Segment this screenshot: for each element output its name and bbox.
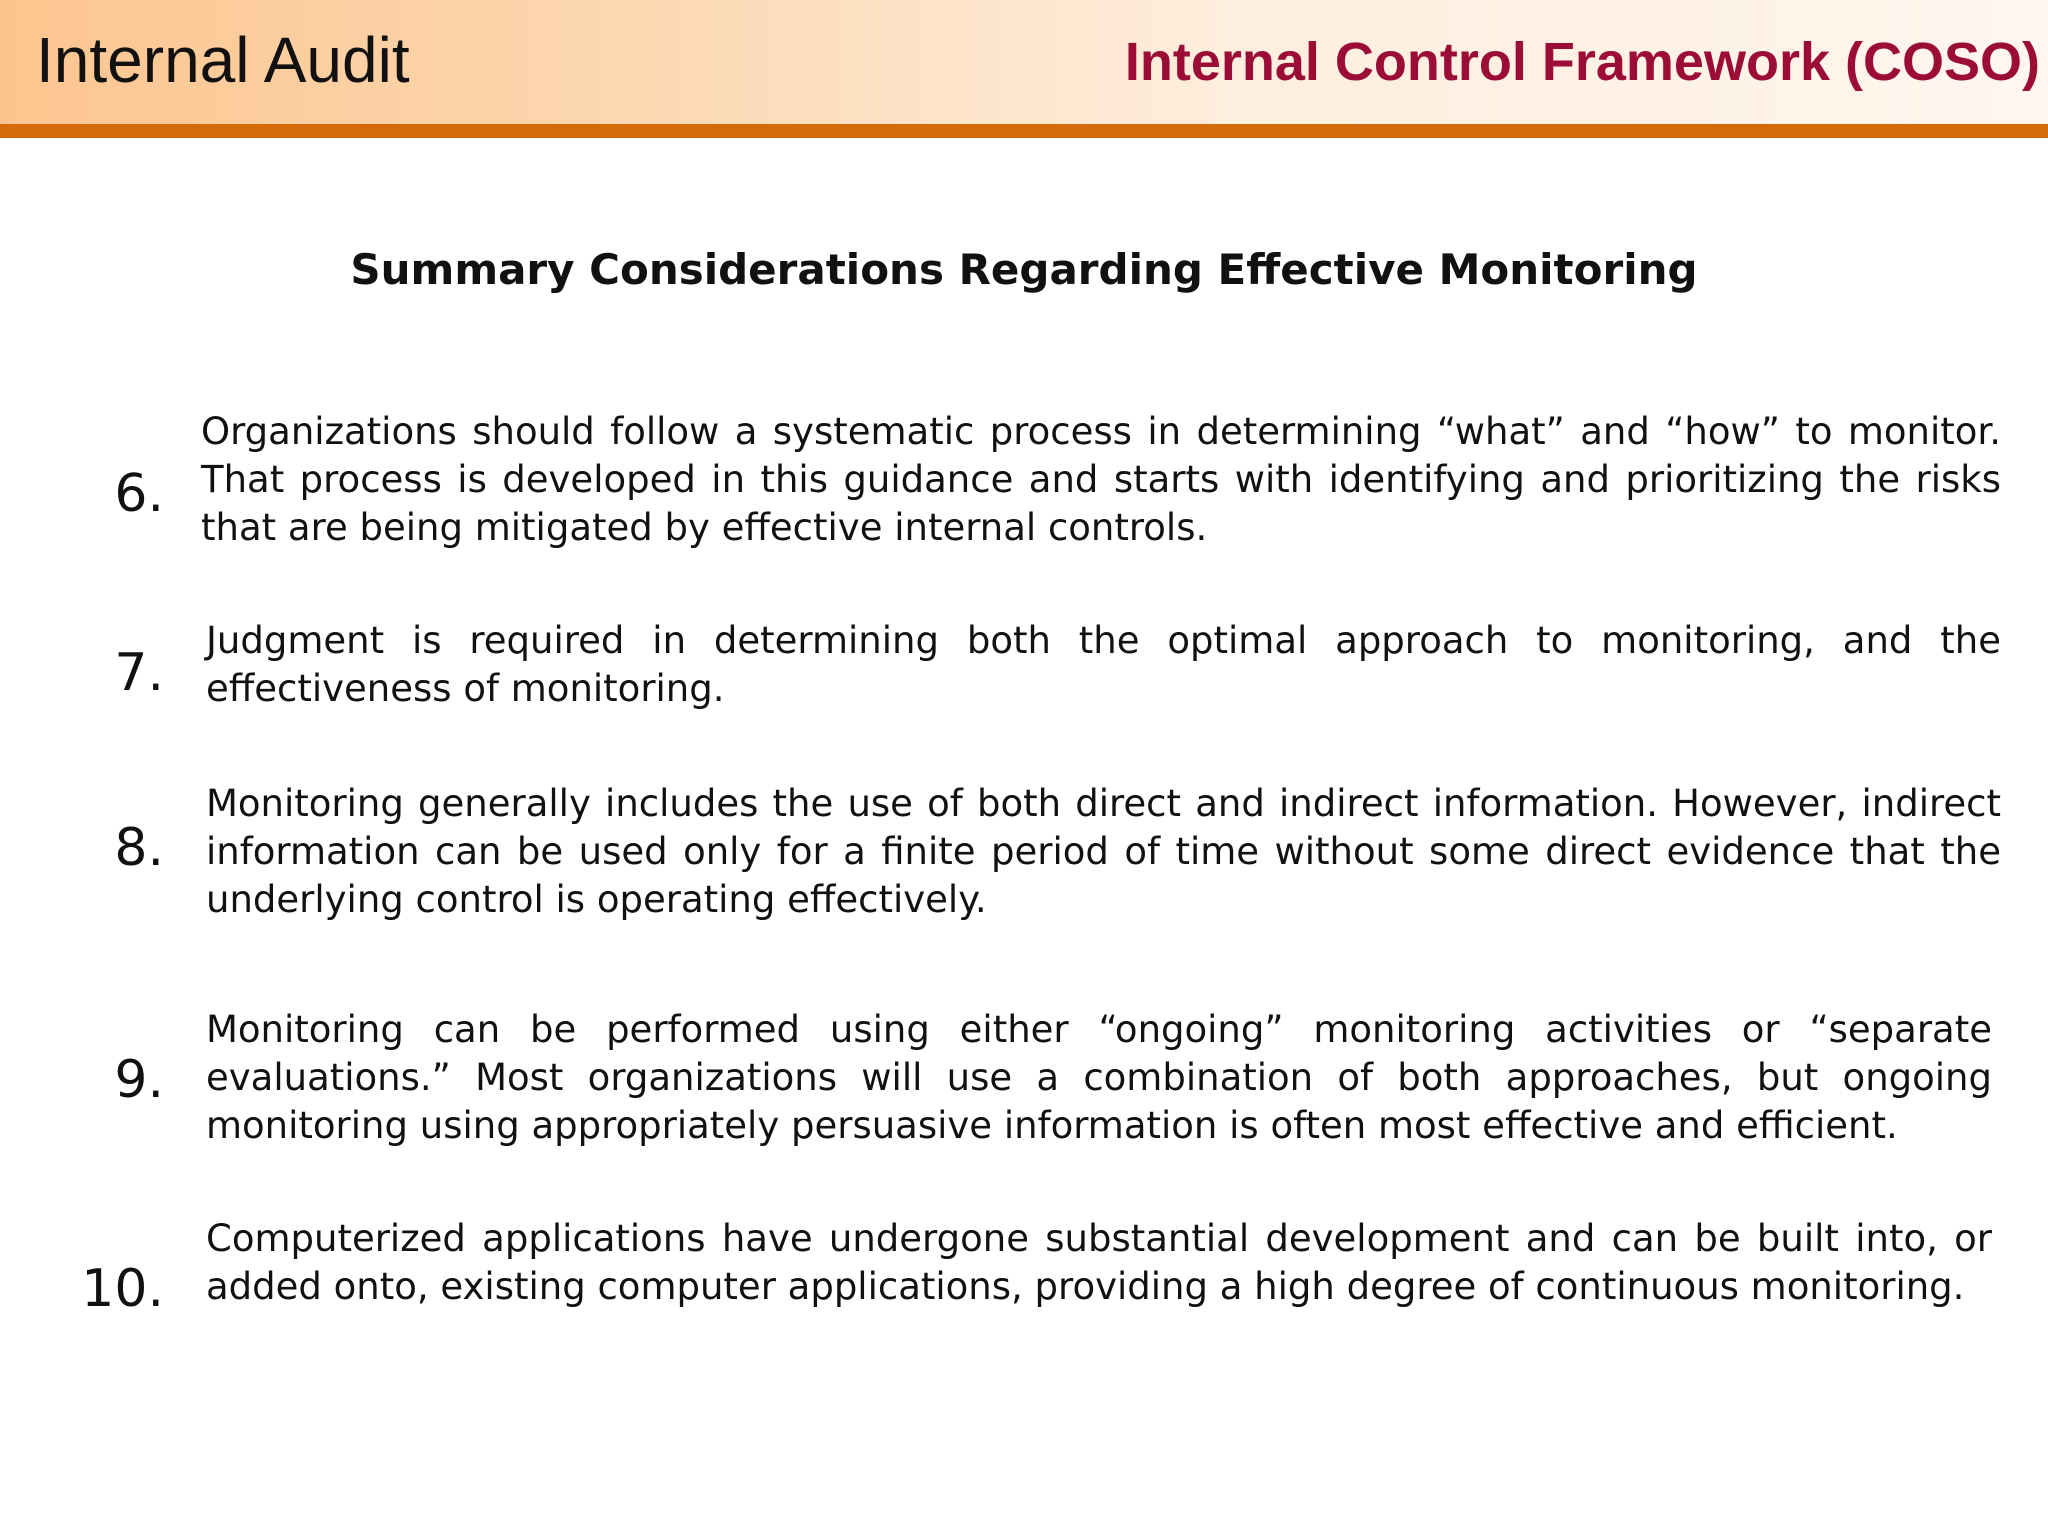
item-number: 7.: [114, 643, 164, 703]
header-divider: [0, 124, 2048, 138]
deck-title: Internal Control Framework (COSO): [1124, 32, 2040, 92]
item-text: Computerized applications have undergone substantial development and can be built into, or added onto, existing computer applications, providing a high degree of continuous monitoring.: [206, 1217, 1992, 1308]
item-text: Monitoring generally includes the use of both direct and indirect information. However, indirect information can be used only for a finite period of time without some direct evidence that the underlying control is operating effectively.: [206, 782, 2001, 921]
item-text: Monitoring can be performed using either “ongoing” monitoring activities or “separate evaluations.” Most organizations will use a combination of both approaches, but ongoing monitoring using appropriately persuasive information is often most effective and efficient.: [206, 1008, 1992, 1147]
header-banner: [0, 0, 2048, 124]
slide-heading: Summary Considerations Regarding Effective Monitoring: [350, 245, 1698, 294]
item-number: 8.: [114, 818, 164, 878]
item-number: 10.: [81, 1259, 164, 1319]
item-number: 6.: [114, 464, 164, 524]
brand-title: Internal Audit: [36, 24, 410, 96]
item-text: Organizations should follow a systematic process in determining “what” and “how” to monitor. That process is developed in this guidance and starts with identifying and prioritizing the risks that are being mitigated by effective internal controls.: [201, 410, 2001, 549]
item-number: 9.: [114, 1050, 164, 1110]
item-text: Judgment is required in determining both the optimal approach to monitoring, and the effectiveness of monitoring.: [206, 619, 2001, 710]
